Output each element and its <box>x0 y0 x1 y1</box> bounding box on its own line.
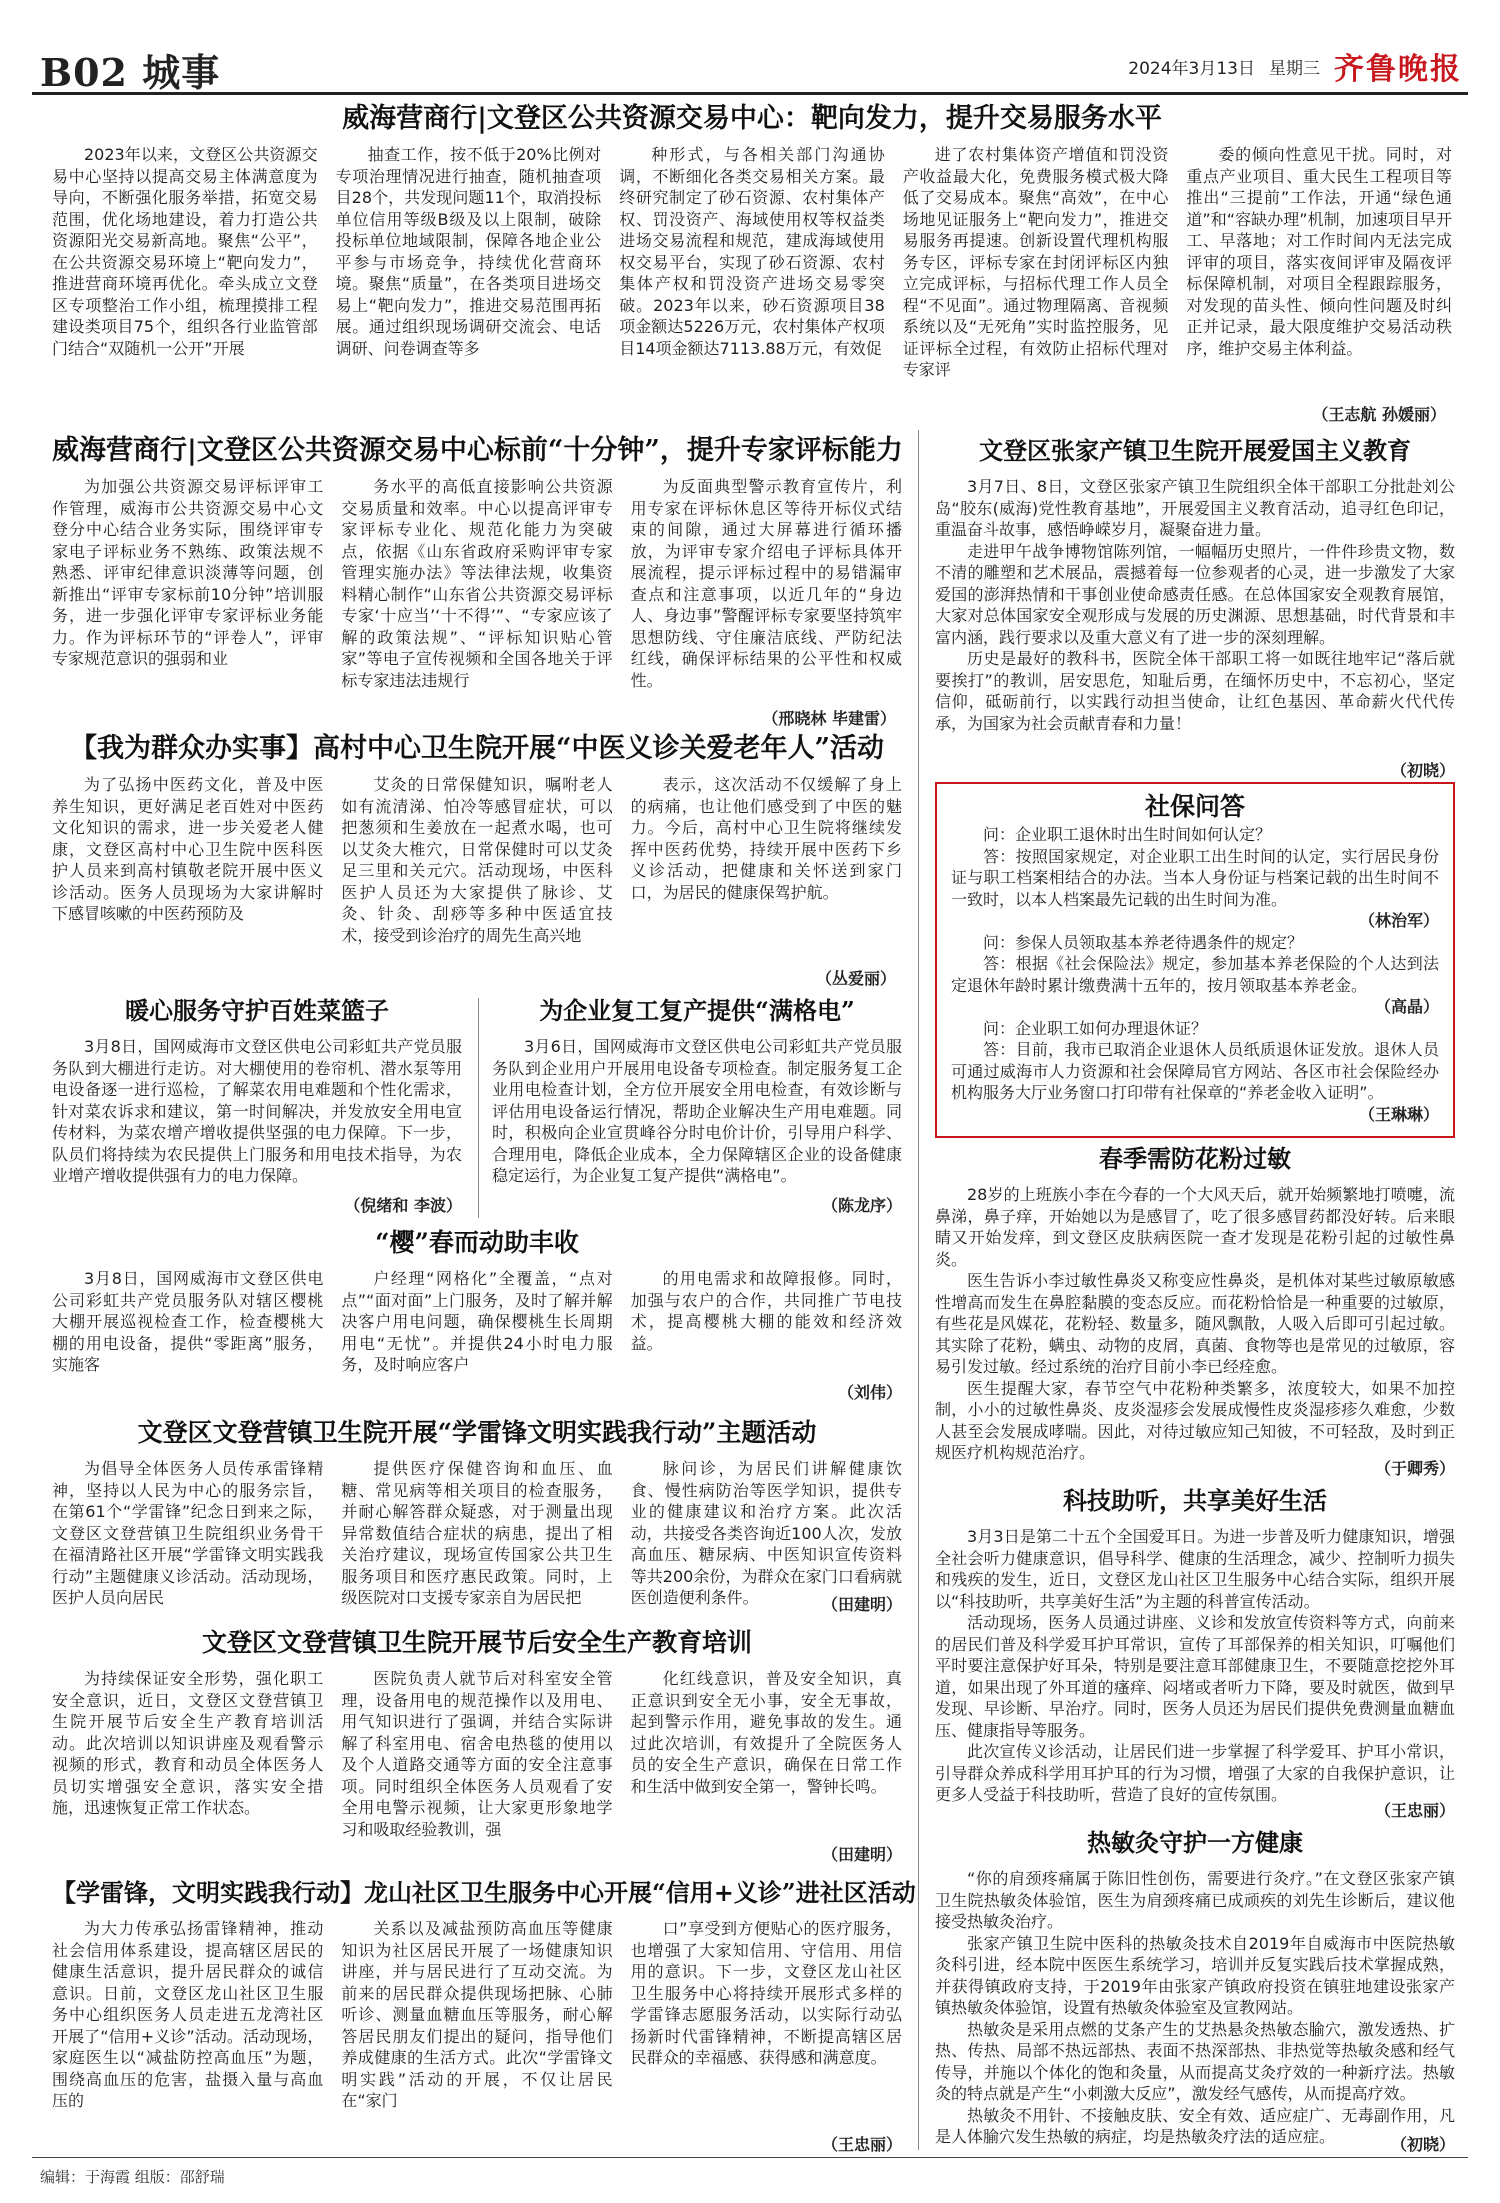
article-column: 为大力传承弘扬雷锋精神，推动社会信用体系建设，提高辖区居民的健康生活意识，提升居民群众的诚信意识。日前，文登区龙山社区卫生服务中心组织医务人员走进五龙湾社区开展了“信用+义诊”活动。活动现场，家庭医生以“减盐防控高血压”为题，围绕高血压的危害，盐摄入量与高血压的 <box>52 1919 324 2110</box>
article-title: 威海营商行|文登区公共资源交易中心：靶向发力，提升交易服务水平 <box>342 103 1162 134</box>
article-title: 【我为群众办实事】高村中心卫生院开展“中医义诊关爱老年人”活动 <box>69 733 885 764</box>
article-paragraph: 医生告诉小李过敏性鼻炎又称变应性鼻炎，是机体对某些过敏原敏感性增高而发生在鼻腔黏膜的变态反应。而花粉恰恰是一种重要的过敏原，有些花是风媒花，花粉轻、数量多，随风飘散，人吸入后即可引起过敏。其实除了花粉，螨虫、动物的皮屑，真菌、食物等也是常见的过敏原，容易引发过敏。经过系统的治疗目前小李已经痊愈。 <box>935 1271 1455 1376</box>
article-full-power <box>492 992 902 1222</box>
article-column: 务水平的高低直接影响公共资源交易质量和效率。中心以提高评审专家评标专业化、规范化能力为突破点，依据《山东省政府采购评审专家管理实施办法》等法律法规，收集资料精心制作“山东省公共资源交易评标专家‘十应当’‘十不得’”、“专家应该了解的政策法规”、“评标知识贴心管家”等电子宣传视频和全国各地关于评标专家违法违规行 <box>341 477 613 690</box>
issue-date: 2024年3月13日 <box>1128 58 1255 79</box>
article-body: 3月8日，国网威海市文登区供电公司彩虹共产党员服务队到大棚进行走访。对大棚使用的卷帘机、潜水泵等用电设备逐一进行巡检，了解菜农用电难题和个性化需求，针对菜农诉求和建议，第一时间解决，并发放安全用电宣传材料，为菜农增产增收提供坚强的电力保障。下一步，队员们将持续为农民提供上门服务和用电技术指导，为农业增产增收提供强有力的电力保障。 <box>52 1037 462 1185</box>
article-byline: （陈龙序） <box>821 1196 902 1215</box>
article-column: 进了农村集体资产增值和罚没资产收益最大化，免费服务模式极大降低了交易成本。聚焦“高效”，在中心场地见证服务上“靶向发力”，推进交易服务再提速。创新设置代理机构服务专区，评标专家在封闭评标区内独立完成评标，与招标代理工作人员全程“不见面”。通过物理隔离、音视频系统以及“无死角”实时监控服务，见证评标全过程，有效防止招标代理对专家评 <box>902 145 1169 379</box>
article-byline: （于卿秀） <box>1374 1459 1455 1478</box>
qa-title: 社保问答 <box>1144 792 1245 821</box>
editor-credits: 编辑：于海霞 组版：邵舒瑞 <box>40 2168 225 2186</box>
article-paragraph: 热敏灸是采用点燃的艾条产生的艾热悬灸热敏态腧穴，激发透热、扩热、传热、局部不热远部热、表面不热深部热、非热觉等热敏灸感和经气传导，并施以个体化的饱和灸量，从而提高艾灸疗效的一种新疗法。热敏灸的特点就是产生“小刺激大反应”，激发经气感传，从而提高疗效。 <box>935 2019 1455 2103</box>
article-title: 为企业复工复产提供“满格电” <box>539 996 855 1025</box>
article-byline: （王忠丽） <box>821 2135 902 2154</box>
article-byline: （倪绪和 李波） <box>344 1196 462 1215</box>
article-moxibustion <box>935 1824 1455 2154</box>
article-hearing-aid <box>935 1482 1455 1822</box>
article-byline: （邢晓林 毕建雷） <box>762 709 896 728</box>
column-divider <box>918 430 919 2150</box>
article-column: 表示，这次活动不仅缓解了身上的病痛，也让他们感受到了中医的魅力。今后，高村中心卫生院将继续发挥中医药优势，持续开展中医药下乡义诊活动，把健康和关怀送到家门口，为居民的健康保驾护航。 <box>630 775 902 902</box>
article-byline: （王忠丽） <box>1374 1801 1455 1820</box>
article-patriotic-education <box>935 432 1455 780</box>
qa-answer: 答：目前，我市已取消企业退休人员纸质退休证发放。退休人员可通过威海市人力资源和社会保障局官方网站、各区市社会保险经办机构服务大厅业务窗口打印带有社保章的“养老金收入证明”。 <box>951 1040 1439 1102</box>
article-trade-center <box>52 100 1452 430</box>
article-expert-training <box>52 432 902 732</box>
social-security-qa-box <box>935 782 1455 1138</box>
article-paragraph: 活动现场，医务人员通过讲座、义诊和发放宣传资料等方式，向前来的居民们普及科学爱耳护耳常识，宣传了耳部保养的相关知识，叮嘱他们平时要注意保护好耳朵，特别是要注意耳部健康卫生，不要随意挖挖外耳道，如果出现了外耳道的瘙痒、闷堵或者听力下降，要及时就医，做到早发现、早诊断、早治疗。同时，医务人员还为居民们提供免费测量血糖血压、健康指导等服务。 <box>935 1613 1455 1740</box>
issue-weekday: 星期三 <box>1269 58 1320 79</box>
page-header <box>32 34 1468 95</box>
qa-question: 问：企业职工退休时出生时间如何认定？ <box>983 825 1272 844</box>
qa-answer: 答：按照国家规定，对企业职工出生时间的认定，实行居民身份证与职工档案相结合的办法。当本人身份证与档案记载的出生时间不一致时，以本人档案最先记载的出生时间为准。 <box>951 846 1439 909</box>
article-title: 科技助听，共享美好生活 <box>1063 1486 1327 1515</box>
article-title: 威海营商行|文登区公共资源交易中心标前“十分钟”，提升专家评标能力 <box>52 435 903 466</box>
column-divider <box>478 998 479 1218</box>
article-column: 为了弘扬中医药文化，普及中医养生知识，更好满足老百姓对中医药文化知识的需求，进一步关爱老人健康，文登区高村中心卫生院中医科医护人员来到高村镇敬老院开展中医义诊活动。医务人员现场为大家讲解时下感冒咳嗽的中医药预防及 <box>52 775 324 923</box>
article-title: 暖心服务守护百姓菜篮子 <box>125 996 389 1025</box>
article-byline: （初晓） <box>1390 761 1455 780</box>
article-title: 文登区张家产镇卫生院开展爱国主义教育 <box>979 436 1411 465</box>
newspaper-logo: 齐鲁晚报 <box>1334 52 1462 87</box>
article-byline: （王志航 孙媛丽） <box>1312 405 1446 424</box>
article-column: 为加强公共资源交易评标评审工作管理，威海市公共资源交易中心文登分中心结合业务实际，围绕评审专家电子评标业务不熟练、政策法规不熟悉、评审纪律意识淡薄等问题，创新推出“评审专家标前10分钟”培训服务，进一步强化评审专家评标业务能力。作为评标环节的“评卷人”，评审专家规范意识的强弱和业 <box>52 477 324 668</box>
article-paragraph: 此次宣传义诊活动，让居民们进一步掌握了科学爱耳、护耳小常识，引导群众养成科学用耳护耳的行为习惯，增强了大家的自我保护意识，让更多人受益于科技助听，营造了良好的宣传氛围。 <box>935 1742 1455 1804</box>
article-lei-feng-clinic <box>52 1414 902 1624</box>
article-body <box>935 476 1455 756</box>
section-number: B02 城事 <box>40 50 221 95</box>
article-paragraph: 走进甲午战争博物馆陈列馆，一幅幅历史照片，一件件珍贵文物，数不清的雕塑和艺术展品，震撼着每一位参观者的心灵，进一步激发了大家爱国的澎湃热情和干事创业使命感责任感。在总体国家安全观教育展馆，大家对总体国家安全观形成与发展的历史渊源、思想基础，时代背景和丰富内涵，践行要求以及重大意义有了进一步的深刻理解。 <box>935 541 1455 647</box>
article-title: “樱”春而动助丰收 <box>375 1228 579 1257</box>
article-paragraph: 28岁的上班族小李在今春的一个大风天后，就开始频繁地打喷嚏，流鼻涕，鼻子痒，开始她以为是感冒了，吃了很多感冒药都没好转。后来眼睛又开始发痒，到文登区皮肤病医院一查才发现是花粉引起的过敏性鼻炎。 <box>935 1185 1455 1269</box>
qa-answer: 答：根据《社会保险法》规定，参加基本养老保险的个人达到法定退休年龄时累计缴费满十五年的，按月领取基本养老金。 <box>951 954 1439 995</box>
article-column: 户经理“网格化”全覆盖，“点对点”“面对面”上门服务，及时了解并解决客户用电问题，确保樱桃生长周期用电“无忧”。并提供24小时电力服务，及时响应客户 <box>341 1269 613 1374</box>
article-column: 抽查工作，按不低于20%比例对专项治理情况进行抽查，随机抽查项目28个，共发现问题11个，取消投标单位信用等级B级及以上限制，破除投标单位地域限制，保障各地企业公平参与市场竞争，持续优化营商环境。聚焦“质量”，在各类项目进场交易上“靶向发力”，推进交易范围再拓展。通过组织现场调研交流会、电话调研、问卷调查等多 <box>335 145 602 358</box>
article-title: 热敏灸守护一方健康 <box>1087 1828 1303 1857</box>
article-paragraph: 3月7日、8日，文登区张家产镇卫生院组织全体干部职工分批赴刘公岛“胶东(威海)党性教育基地”，开展爱国主义教育活动，追寻红色印记，重温奋斗故事，感悟峥嵘岁月，凝聚奋进力量。 <box>935 477 1455 539</box>
header-rule <box>32 92 1468 95</box>
article-column: 关系以及减盐预防高血压等健康知识为社区居民开展了一场健康知识讲座，并与居民进行了互动交流。为前来的居民群众提供现场把脉、心肺听诊、测量血糖血压等服务，耐心解答居民朋友们提出的疑问，指导他们养成健康的生活方式。此次“学雷锋文明实践”活动的开展，不仅让居民在“家门 <box>341 1919 613 2110</box>
article-column: 化红线意识，普及安全知识，真正意识到安全无小事，安全无事故，起到警示作用，避免事故的发生。通过此次培训，有效提升了全院医务人员的安全生产意识，确保在日常工作和生活中做到安全第一，警钟长鸣。 <box>630 1669 902 1796</box>
article-column: 为持续保证安全形势，强化职工安全意识，近日，文登区文登营镇卫生院开展节后安全生产教育培训活动。此次培训以知识讲座及观看警示视频的形式，教育和动员全体医务人员切实增强安全意识，落实安全措施，迅速恢复正常工作状态。 <box>52 1669 324 1817</box>
article-column: 3月8日，国网威海市文登区供电公司彩虹共产党员服务队对辖区樱桃大棚开展巡视检查工作，检查樱桃大棚的用电设备，提供“零距离”服务，实施客 <box>52 1269 324 1374</box>
article-title: 春季需防花粉过敏 <box>1099 1144 1291 1173</box>
article-paragraph: “你的肩颈疼痛属于陈旧性创伤，需要进行灸疗。”在文登区张家产镇卫生院热敏灸体验馆，医生为肩颈疼痛已成顽疾的刘先生诊断后，建议他接受热敏灸治疗。 <box>935 1869 1455 1931</box>
article-credit-clinic <box>52 1874 916 2154</box>
article-body <box>935 1526 1455 1804</box>
qa-question: 问：企业职工如何办理退休证？ <box>983 1018 1208 1038</box>
article-pollen-allergy <box>935 1140 1455 1480</box>
article-title: 【学雷锋，文明实践我行动】龙山社区卫生服务中心开展“信用+义诊”进社区活动 <box>52 1878 916 1907</box>
article-body: 3月6日，国网威海市文登区供电公司彩虹共产党员服务队到企业用户开展用电设备专项检查。制定服务复工企业用电检查计划，全方位开展安全用电检查，有效诊断与评估用电设备运行情况，帮助企业解决生产用电难题。同时，积极向企业宣贯峰谷分时电价计价，引导用户科学、合理用电，降低企业成本，全力保障辖区企业的设备健康稳定运行，为企业复工复产提供“满格电”。 <box>492 1037 902 1185</box>
article-column: 种形式，与各相关部门沟通协调，不断细化各类交易相关方案。最终研究制定了砂石资源、农村集体产权、罚没资产、海域使用权等权益类进场交易流程和规范，建成海域使用权交易平台，实现了砂石资源、农村集体产权和罚没资产进场交易零突破。2023年以来，砂石资源项目38项金额达5226万元，农村集体产权项目14项金额达7113.88万元，有效促 <box>619 145 885 358</box>
article-byline: （丛爱丽） <box>815 969 896 988</box>
article-column: 的用电需求和故障报修。同时，加强与农户的合作，共同推广节电技术，提高樱桃大棚的能效和经济效益。 <box>630 1269 902 1353</box>
qa-question: 问：参保人员领取基本养老待遇条件的规定？ <box>983 932 1304 952</box>
article-column: 医院负责人就节后对科室安全管理，设备用电的规范操作以及用电、用气知识进行了强调，并结合实际讲解了科室用电、宿舍电热毯的使用以及个人道路交通等方面的安全注意事项。同时组织全体医务人员观看了安全用电警示视频，让大家更形象地学习和吸取经验教训，强 <box>341 1669 613 1839</box>
article-column: 为反面典型警示教育宣传片，利用专家在评标休息区等待开标仪式结束的间隙，通过大屏幕进行循环播放，为评审专家介绍电子评标具体开展流程，提示评标过程中的易错漏审查点和注意事项，以近几年的“身边人、身边事”警醒评标专家要坚持筑牢思想防线、守住廉洁底线、严防纪法红线，确保评标结果的公平性和权威性。 <box>630 477 902 690</box>
footer-rule <box>32 2157 1468 2158</box>
article-byline: （田建明） <box>821 1595 902 1614</box>
article-safety-training <box>52 1624 902 1872</box>
article-paragraph: 热敏灸不用针、不接触皮肤、安全有效、适应症广、无毒副作用，凡是人体腧穴发生热敏的病症，均是热敏灸疗法的适应症。 <box>935 2105 1455 2146</box>
article-column: 脉问诊，为居民们讲解健康饮食、慢性病防治等医学知识，提供专业的健康建议和治疗方案。此次活动，共接受各类咨询近100人次，发放高血压、糖尿病、中医知识宣传资料等共200余份，为群众在家门口看病就医创造便利条件。 <box>630 1459 902 1607</box>
article-column: 提供医疗保健咨询和血压、血糖、常见病等相关项目的检查服务，并耐心解答群众疑惑，对于测量出现异常数值结合症状的病患，提出了相关治疗建议，现场宣传国家公共卫生服务项目和医疗惠民政策。同时，上级医院对口支援专家亲自为居民把 <box>341 1459 613 1607</box>
article-column: 委的倾向性意见干扰。同时，对重点产业项目、重大民生工程项目等推出“三提前”工作法，开通“绿色通道”和“容缺办理”机制，加速项目早开工、早落地；对工作时间内无法完成评审的项目，落实夜间评审及隔夜评标保障机制，对项目全程跟踪服务，对发现的苗头性、倾向性问题及时纠正并记录，最大限度维护交易活动秩序，维护交易主体利益。 <box>1186 145 1452 358</box>
article-title: 文登区文登营镇卫生院开展节后安全生产教育培训 <box>201 1628 752 1657</box>
qa-signature: （高晶） <box>1374 997 1439 1016</box>
article-byline: （田建明） <box>821 1845 902 1864</box>
qa-signature: （王琳琳） <box>1358 1104 1439 1124</box>
article-tcm-clinic <box>52 730 902 992</box>
qa-signature: （林治军） <box>1358 911 1439 930</box>
article-column: 为倡导全体医务人员传承雷锋精神，坚持以人民为中心的服务宗旨，在第61个“学雷锋”纪念日到来之际，文登区文登营镇卫生院组织业务骨干在福清路社区开展“学雷锋文明实践我行动”主题健康义诊活动。活动现场，医护人员向居民 <box>52 1459 324 1607</box>
article-paragraph: 张家产镇卫生院中医科的热敏灸技术自2019年自威海市中医院热敏灸科引进，经本院中医医生系统学习，培训并反复实践后技术掌握成熟，并获得镇政府支持，于2019年由张家产镇政府投资在镇驻地建设张家产镇热敏灸体验馆，设置有热敏灸体验室及宣教网站。 <box>935 1933 1455 2017</box>
article-cherry-harvest <box>52 1224 902 1414</box>
article-vegetable-basket <box>52 992 462 1222</box>
article-byline: （初晓） <box>1390 2135 1455 2154</box>
article-title: 文登区文登营镇卫生院开展“学雷锋文明实践我行动”主题活动 <box>137 1418 817 1447</box>
masthead <box>1128 44 1462 88</box>
article-column: 口”享受到方便贴心的医疗服务，也增强了大家知信用、守信用、用信用的意识。下一步，文登区龙山社区卫生服务中心将持续开展形式多样的学雷锋志愿服务活动，以实际行动弘扬新时代雷锋精神，不断提高辖区居民群众的幸福感、获得感和满意度。 <box>630 1919 902 2067</box>
article-body <box>935 1184 1455 1462</box>
article-paragraph: 3月3日是第二十五个全国爱耳日。为进一步普及听力健康知识，增强全社会听力健康意识，倡导科学、健康的生活理念，减少、控制听力损失和残疾的发生，近日，文登区龙山社区卫生服务中心结合实际，组织开展以“科技助听，共享美好生活”为主题的科普宣传活动。 <box>935 1527 1455 1611</box>
article-column: 2023年以来，文登区公共资源交易中心坚持以提高交易主体满意度为导向，不断强化服务举措，拓宽交易范围，优化场地建设，着力打造公共资源阳光交易新高地。聚焦“公平”，在公共资源交易环境上“靶向发力”，推进营商环境再优化。牵头成立文登区专项整治工作小组，梳理摸排工程建设类项目75个，组织各行业监管部门结合“双随机一公开”开展 <box>52 145 318 358</box>
article-column: 艾灸的日常保健知识，嘱咐老人如有流清涕、怕冷等感冒症状，可以把葱须和生姜放在一起煮水喝，也可以艾灸大椎穴，日常保健时可以艾灸足三里和关元穴。活动现场，中医科医护人员还为大家提供了脉诊、艾灸、针灸、刮痧等多种中医适宜技术，接受到诊治疗的周先生高兴地 <box>341 775 613 945</box>
article-paragraph: 历史是最好的教科书，医院全体干部职工将一如既往地牢记“落后就要挨打”的教训，居安思危，知耻后勇，在缅怀历史中，不忘初心，坚定信仰，砥砺前行，以实践行动担当使命，让红色基因、革命薪火代代传承，为国家为社会贡献青春和力量！ <box>935 649 1455 733</box>
article-byline: （刘伟） <box>837 1383 902 1402</box>
article-paragraph: 医生提醒大家，春节空气中花粉种类繁多，浓度较大，如果不加控制，小小的过敏性鼻炎、皮炎湿疹会发展成慢性皮炎湿疹疹久难愈，少数人甚至会发展成哮喘。因此，对待过敏应知己知彼，不可轻敌，及时到正规医疗机构规范治疗。 <box>935 1378 1455 1462</box>
